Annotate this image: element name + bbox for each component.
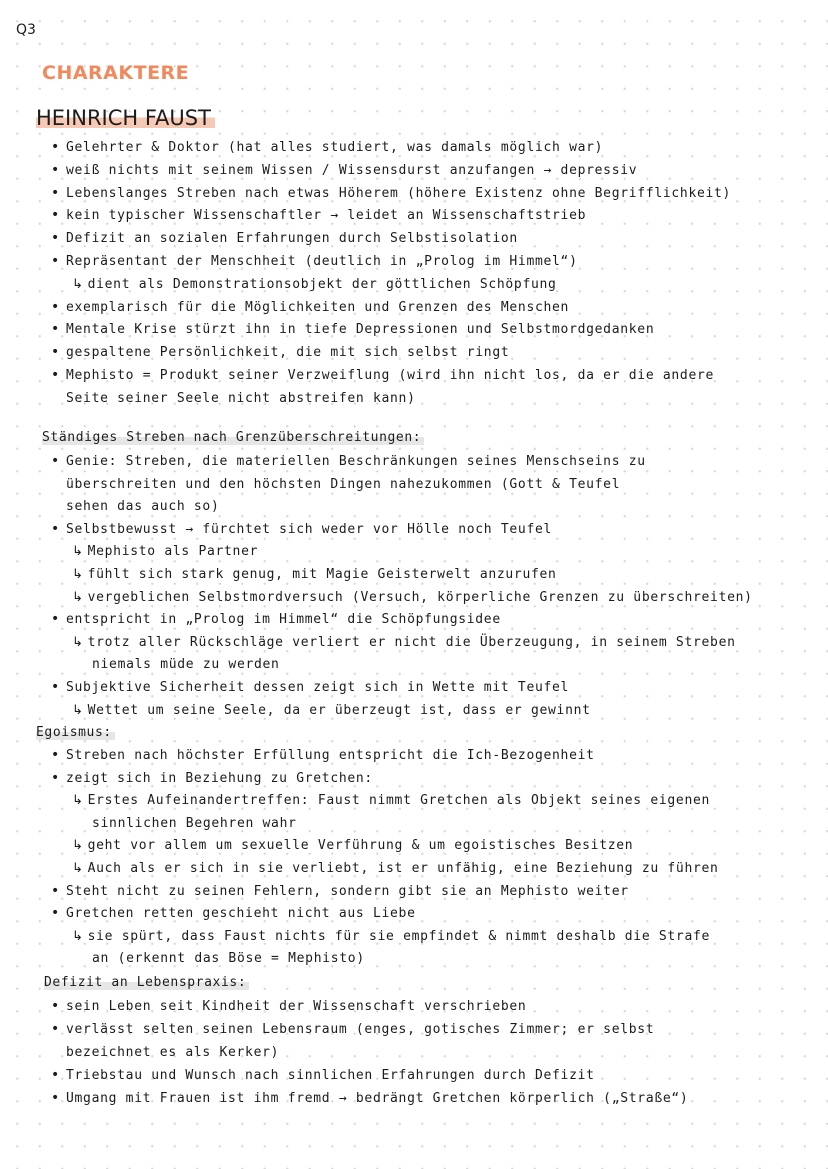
- heading-deficit: Defizit an Lebenspraxis:: [44, 975, 249, 990]
- arrow-icon: ↳: [72, 702, 84, 718]
- heading-striving: Ständiges Streben nach Grenzüberschreitungen:: [42, 430, 424, 445]
- heading-egoism: Egoismus:: [36, 725, 115, 740]
- bullet-item: • Subjektive Sicherheit dessen zeigt sich in Wette mit Teufel: [66, 680, 569, 695]
- bullet-item: • entspricht in „Prolog im Himmel“ die Schöpfungsidee: [66, 612, 501, 627]
- bullet-item: • Mentale Krise stürzt ihn in tiefe Depressionen und Selbstmordgedanken: [66, 322, 654, 337]
- sub-item: [72, 793, 710, 808]
- sub-item-text: fühlt sich stark genug, mit Magie Geisterwelt anzurufen: [87, 567, 557, 582]
- arrow-icon: ↳: [72, 861, 84, 876]
- sub-item: [72, 590, 753, 605]
- bullet-item: • exemplarisch für die Möglichkeiten und Grenzen des Menschen: [66, 300, 569, 315]
- bullet-item: • Repräsentant der Menschheit (deutlich in „Prolog im Himmel“): [66, 254, 578, 269]
- page-number: Q3: [16, 22, 36, 38]
- bullet-item: • Streben nach höchster Erfüllung entspricht die Ich-Bezogenheit: [66, 748, 595, 763]
- bullet-item: • Lebenslanges Streben nach etwas Höherem (höhere Existenz ohne Begrifflichkeit): [66, 186, 731, 201]
- bullet-item: • weiß nichts mit seinem Wissen / Wissensdurst anzufangen → depressiv: [66, 163, 637, 178]
- bullet-item: • Gretchen retten geschieht nicht aus Liebe: [66, 906, 416, 921]
- continued-line: sinnlichen Begehren wahr: [92, 815, 297, 831]
- sub-item: [72, 635, 736, 650]
- bullet-item: • zeigt sich in Beziehung zu Gretchen:: [66, 771, 373, 786]
- continued-line: überschreiten und den höchsten Dingen nahezukommen (Gott & Teufel: [66, 476, 621, 492]
- character-name: HEINRICH FAUST: [36, 106, 215, 130]
- sub-item: [72, 703, 591, 718]
- arrow-icon: ↳: [72, 589, 84, 605]
- sub-item: [72, 929, 710, 944]
- sub-item-text: Mephisto als Partner: [87, 544, 259, 560]
- arrow-icon: ↳: [72, 567, 84, 582]
- bullet-item: • Triebstau und Wunsch nach sinnlichen Erfahrungen durch Defizit: [66, 1068, 595, 1083]
- sub-item-text: dient als Demonstrationsobjekt der göttlichen Schöpfung: [87, 276, 557, 292]
- bullet-item: • Genie: Streben, die materiellen Beschränkungen seines Menschseins zu: [66, 454, 646, 469]
- sub-item-text: Wettet um seine Seele, da er überzeugt ist, dass er gewinnt: [87, 702, 591, 718]
- bullet-item: • Umgang mit Frauen ist ihm fremd → bedrängt Gretchen körperlich („Straße“): [66, 1091, 688, 1106]
- continued-line: sehen das auch so): [66, 499, 220, 515]
- arrow-icon: ↳: [72, 276, 84, 292]
- continued-line: bezeichnet es als Kerker): [66, 1045, 280, 1060]
- sub-item-text: geht vor allem um sexuelle Verführung & um egoistisches Besitzen: [87, 838, 634, 854]
- arrow-icon: ↳: [72, 928, 84, 944]
- bullet-item: • gespaltene Persönlichkeit, die mit sich selbst ringt: [66, 345, 509, 360]
- bullet-item: • Selbstbewusst → fürchtet sich weder vor Hölle noch Teufel: [66, 522, 552, 537]
- sub-item: [72, 861, 719, 876]
- bullet-item: • Defizit an sozialen Erfahrungen durch Selbstisolation: [66, 231, 518, 246]
- bullet-item: • Mephisto = Produkt seiner Verzweiflung (wird ihn nicht los, da er die andere: [66, 368, 714, 383]
- sub-item: [72, 544, 258, 559]
- sub-item-text: Erstes Aufeinandertreffen: Faust nimmt Gretchen als Objekt seines eigenen: [87, 793, 711, 809]
- sub-item-text: trotz aller Rückschläge verliert er nicht die Überzeugung, in seinem Streben: [87, 634, 736, 650]
- continued-line: Seite seiner Seele nicht abstreifen kann): [66, 390, 416, 406]
- bullet-item: • Steht nicht zu seinen Fehlern, sondern gibt sie an Mephisto weiter: [66, 884, 629, 899]
- bullet-item: • kein typischer Wissenschaftler → leidet an Wissenschaftstrieb: [66, 208, 586, 223]
- arrow-icon: ↳: [72, 838, 84, 854]
- sub-item: [72, 277, 557, 292]
- arrow-icon: ↳: [72, 634, 84, 650]
- sub-item-text: sie spürt, dass Faust nichts für sie empfindet & nimmt deshalb die Strafe: [87, 928, 711, 944]
- arrow-icon: ↳: [72, 793, 84, 809]
- continued-line: niemals müde zu werden: [92, 657, 280, 673]
- section-title: CHARAKTERE: [42, 62, 190, 84]
- sub-item-text: Auch als er sich in sie verliebt, ist er unfähig, eine Beziehung zu führen: [87, 861, 719, 876]
- arrow-icon: ↳: [72, 544, 84, 560]
- bullet-item: • Gelehrter & Doktor (hat alles studiert, was damals möglich war): [66, 140, 603, 155]
- sub-item: [72, 838, 633, 853]
- bullet-item: • verlässt selten seinen Lebensraum (enges, gotisches Zimmer; er selbst: [66, 1022, 654, 1037]
- sub-item-text: vergeblichen Selbstmordversuch (Versuch, körperliche Grenzen zu überschreiten): [87, 589, 753, 605]
- bullet-item: • sein Leben seit Kindheit der Wissenschaft verschrieben: [66, 999, 526, 1014]
- sub-item: [72, 567, 557, 582]
- continued-line: an (erkennt das Böse = Mephisto): [92, 951, 365, 967]
